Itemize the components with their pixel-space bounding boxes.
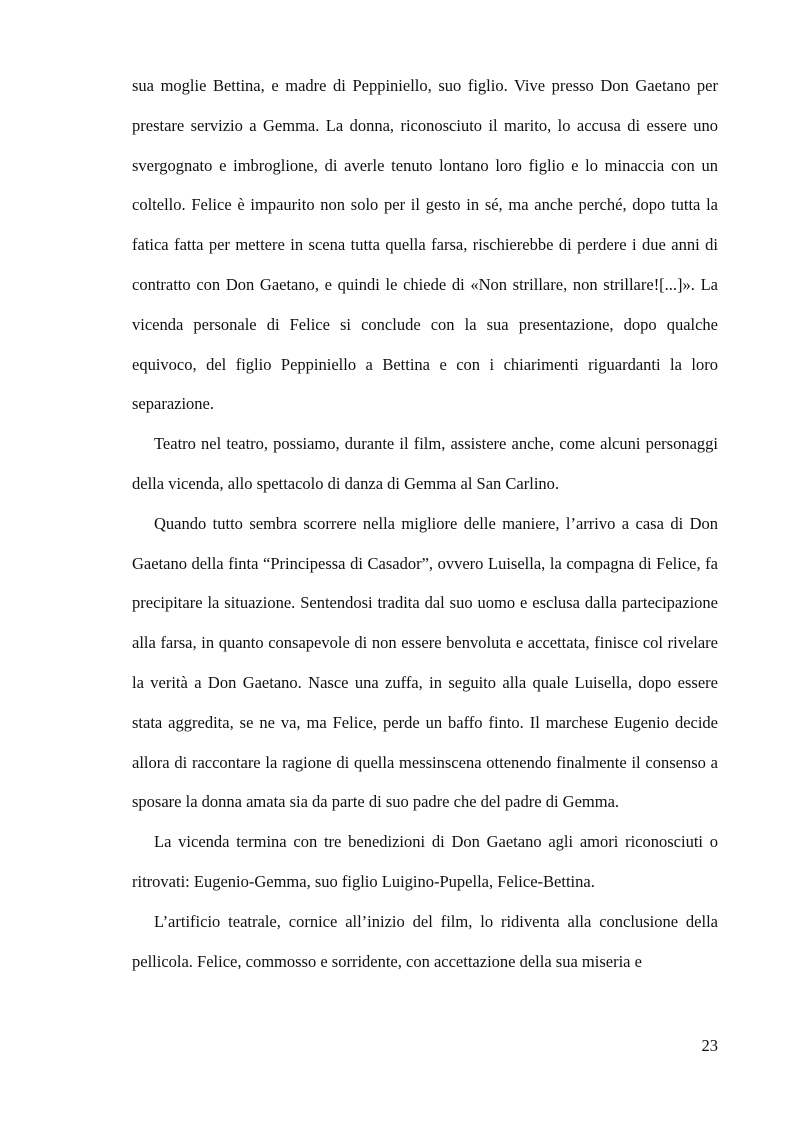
paragraph-3: Quando tutto sembra scorrere nella migliore delle maniere, l’arrivo a casa di Don Gaetano della finta “Principessa di Casador”, ovvero Luisella, la compagna di Felice, fa precipitare la situazione. Sentendosi tradita dal suo uomo e esclusa dalla partecipazione alla farsa, in quanto consapevole di non essere benvoluta e accettata, finisce col rivelare la verità a Don Gaetano. Nasce una zuffa, in seguito alla quale Luisella, dopo essere stata aggredita, se ne va, ma Felice, perde un baffo finto. Il marchese Eugenio decide allora di raccontare la ragione di quella messinscena ottenendo finalmente il consenso a sposare la donna amata sia da parte di suo padre che del padre di Gemma. <box>132 513 718 812</box>
document-page <box>132 66 718 981</box>
paragraph-4: La vicenda termina con tre benedizioni di Don Gaetano agli amori riconosciuti o ritrovati: Eugenio-Gemma, suo figlio Luigino-Pupella, Felice-Bettina. <box>132 832 718 891</box>
paragraph-2: Teatro nel teatro, possiamo, durante il film, assistere anche, come alcuni personaggi della vicenda, allo spettacolo di danza di Gemma al San Carlino. <box>132 434 718 493</box>
paragraph-1: sua moglie Bettina, e madre di Peppiniello, suo figlio. Vive presso Don Gaetano per prestare servizio a Gemma. La donna, riconosciuto il marito, lo accusa di essere uno svergognato e imbroglione, di averle tenuto lontano loro figlio e lo minaccia con un coltello. Felice è impaurito non solo per il gesto in sé, ma anche perché, dopo tutta la fatica fatta per mettere in scena tutta quella farsa, rischierebbe di perdere i due anni di contratto con Don Gaetano, e quindi le chiede di «Non strillare, non strillare![...]». La vicenda personale di Felice si conclude con la sua presentazione, dopo qualche equivoco, del figlio Peppiniello a Bettina e con i chiarimenti riguardanti la loro separazione. <box>132 76 718 414</box>
page-number: 23 <box>701 1036 718 1055</box>
paragraph-5: L’artificio teatrale, cornice all’inizio del film, lo ridiventa alla conclusione della pellicola. Felice, commosso e sorridente, con accettazione della sua miseria e <box>132 911 718 971</box>
